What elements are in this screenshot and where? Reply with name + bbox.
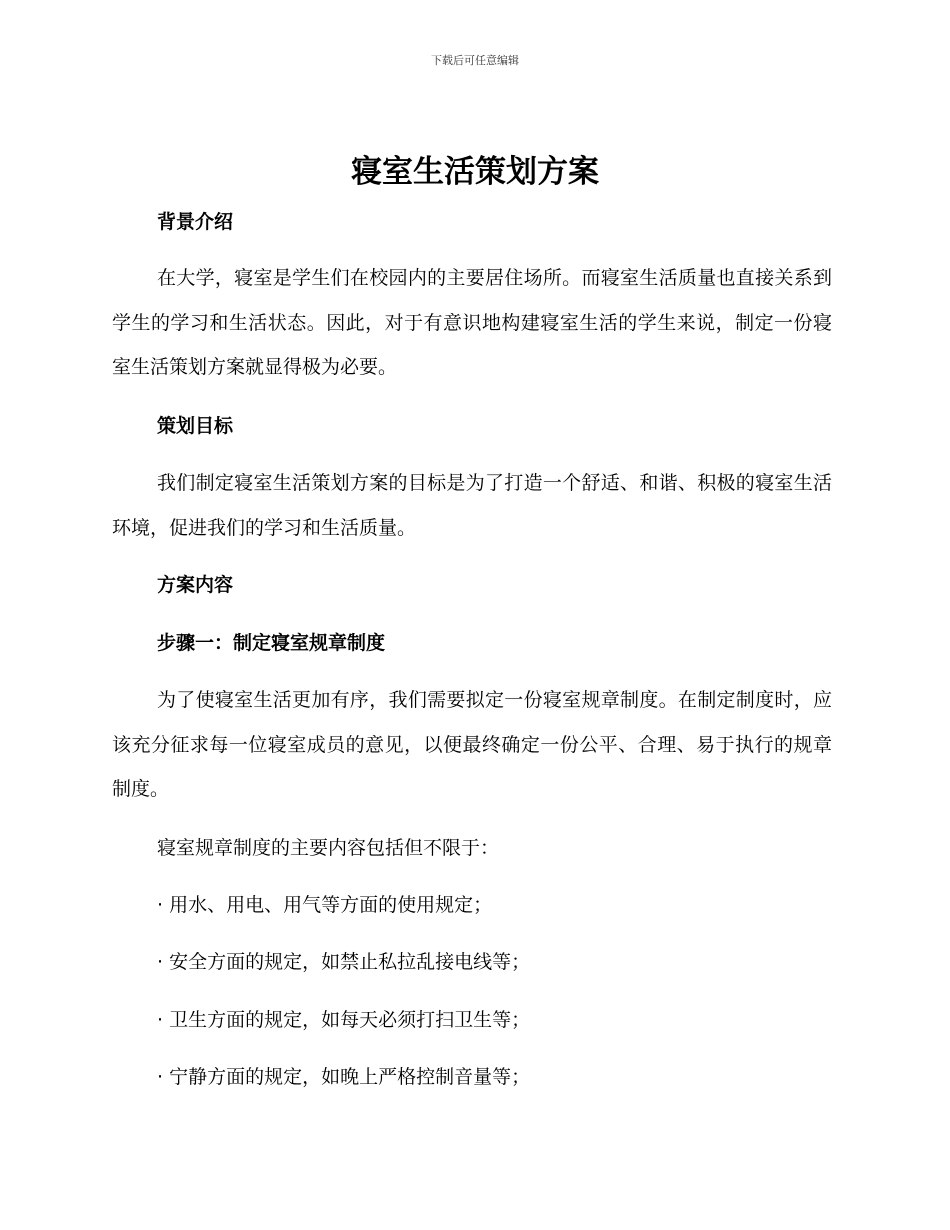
- paragraph-background: 在大学，寝室是学生们在校园内的主要居住场所。而寝室生活质量也直接关系到学生的学习和生活状态。因此，对于有意识地构建寝室生活的学生来说，制定一份寝室生活策划方案就显得极为必要。: [112, 267, 832, 378]
- document-title: 寝室生活策划方案: [351, 154, 599, 190]
- paragraph-goal: 我们制定寝室生活策划方案的目标是为了打造一个舒适、和谐、积极的寝室生活环境，促进我们的学习和生活质量。: [112, 472, 832, 539]
- rules-list-intro: 寝室规章制度的主要内容包括但不限于：: [157, 837, 500, 859]
- page-header-note: 下载后可任意编辑: [431, 54, 519, 67]
- section-heading-background: 背景介绍: [157, 211, 234, 233]
- rules-list-item: · 用水、用电、用气等方面的使用规定；: [157, 894, 493, 916]
- rules-list-item: · 卫生方面的规定，如每天必须打扫卫生等；: [157, 1009, 531, 1031]
- section-heading-goal: 策划目标: [157, 415, 234, 437]
- section-heading-content: 方案内容: [157, 574, 234, 596]
- rules-list-item: · 宁静方面的规定，如晚上严格控制音量等；: [157, 1066, 531, 1088]
- rules-list-item: · 安全方面的规定，如禁止私拉乱接电线等；: [157, 951, 531, 973]
- step-one-heading: 步骤一：制定寝室规章制度: [157, 632, 386, 654]
- paragraph-step-one: 为了使寝室生活更加有序，我们需要拟定一份寝室规章制度。在制定制度时，应该充分征求每一位寝室成员的意见，以便最终确定一份公平、合理、易于执行的规章制度。: [112, 689, 832, 800]
